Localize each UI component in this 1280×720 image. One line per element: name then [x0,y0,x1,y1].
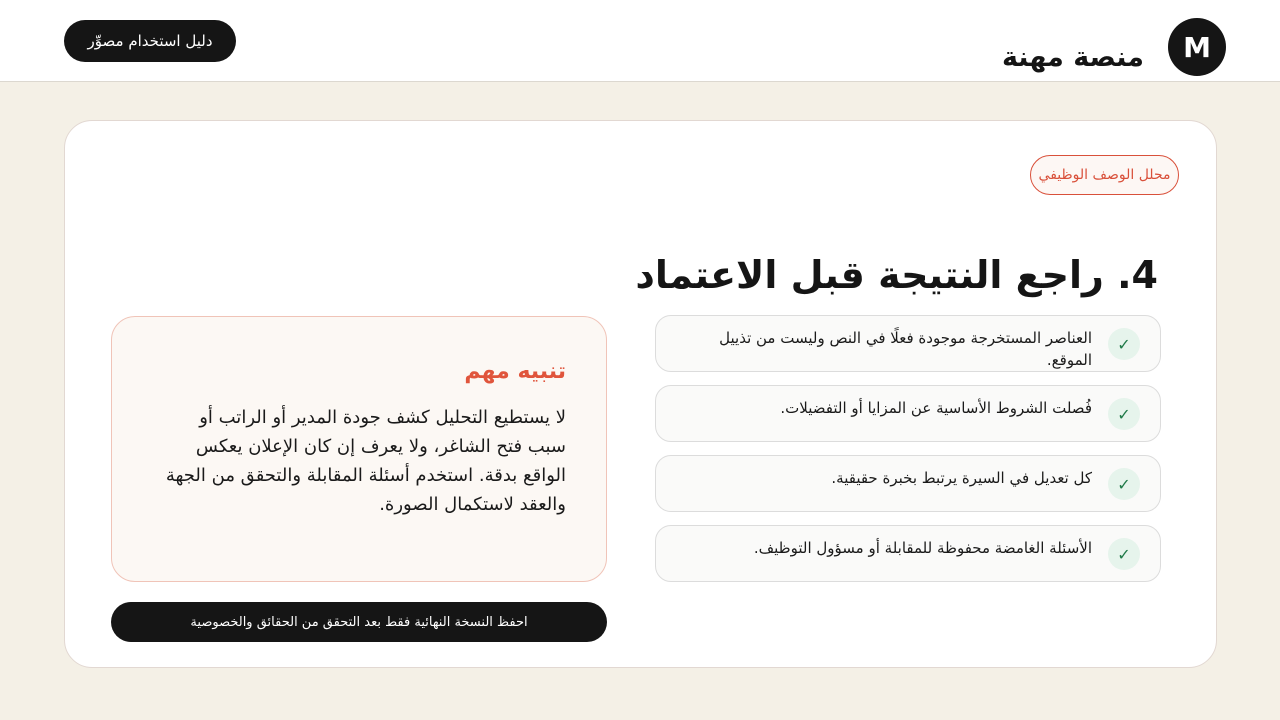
check-icon: ✓ [1108,538,1140,570]
checklist-item [655,315,1161,372]
important-notice [111,316,607,582]
checklist-item-text: الأسئلة الغامضة محفوظة للمقابلة أو مسؤول التوظيف. [753,539,1092,557]
tool-badge: محلل الوصف الوظيفي [1030,155,1179,195]
logo-icon[interactable] [1168,18,1226,76]
checklist-item-text: كل تعديل في السيرة يرتبط بخبرة حقيقية. [831,469,1092,487]
logo-letter: M [1183,30,1211,64]
notice-title: تنبيه مهم [464,359,566,384]
save-final-button[interactable]: احفظ النسخة النهائية فقط بعد التحقق من الحقائق والخصوصية [111,602,607,642]
step-title: 4. راجع النتيجة قبل الاعتماد [635,253,1158,297]
checklist-item [655,455,1161,512]
check-icon: ✓ [1108,398,1140,430]
review-checklist [655,315,1161,595]
checklist-item-text: فُصلت الشروط الأساسية عن المزايا أو التفضيلات. [780,399,1092,417]
check-icon: ✓ [1108,468,1140,500]
notice-body: لا يستطيع التحليل كشف جودة المدير أو الراتب أو سبب فتح الشاغر، ولا يعرف إن كان الإعلان يعكس الواقع بدقة. استخدم أسئلة المقابلة والتحقق من الجهة والعقد لاستكمال الصورة. [165,407,566,515]
check-icon: ✓ [1108,328,1140,360]
user-guide-button[interactable]: دليل استخدام مصوِّر [64,20,236,62]
brand-name[interactable]: منصة مهنة [1001,42,1144,73]
checklist-item [655,385,1161,442]
checklist-item-text: العناصر المستخرجة موجودة فعلًا في النص وليست من تذييل الموقع. [719,329,1092,369]
top-bar [0,0,1280,82]
checklist-item [655,525,1161,582]
content-card [64,120,1217,668]
